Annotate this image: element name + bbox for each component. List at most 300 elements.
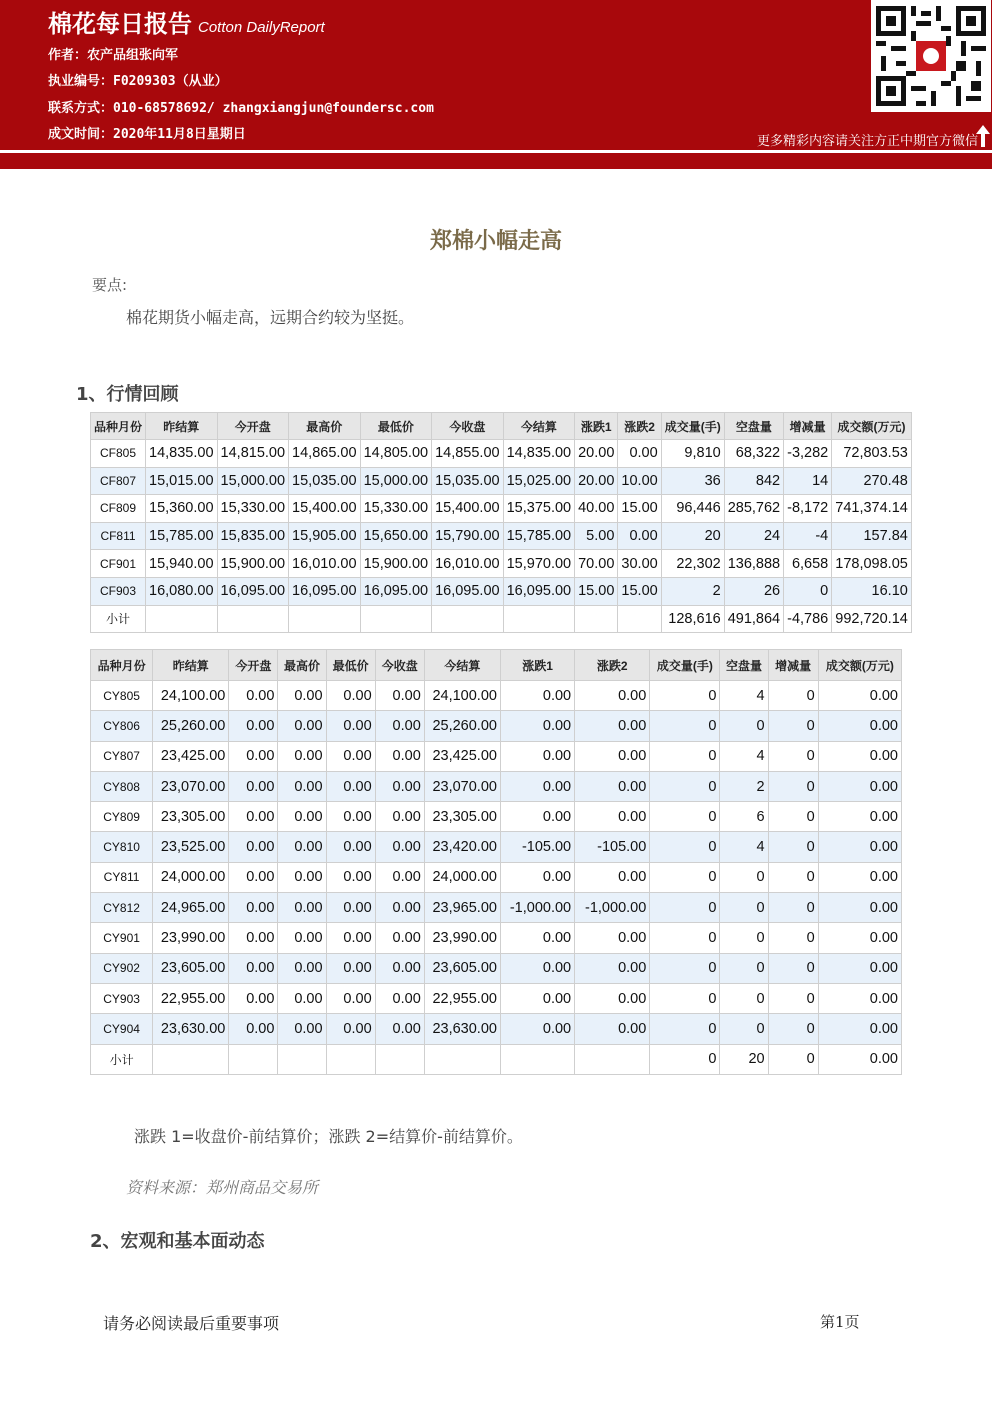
table-cell: 0.00 <box>500 923 574 953</box>
table-cell: 24 <box>724 522 783 550</box>
table-cell: 16,010.00 <box>432 550 504 578</box>
table-cell: 16,095.00 <box>432 577 504 605</box>
cotton-futures-table <box>90 412 912 633</box>
table-cell: -105.00 <box>500 832 574 862</box>
column-header: 昨结算 <box>146 413 218 440</box>
table-cell: 0.00 <box>278 802 326 832</box>
contract-code-cell: CY901 <box>91 923 153 953</box>
table-cell: 25,260.00 <box>153 711 229 741</box>
table-row <box>91 605 912 633</box>
column-header: 品种月份 <box>91 650 153 681</box>
table-cell: 5.00 <box>575 522 618 550</box>
table-cell: 23,630.00 <box>153 1014 229 1044</box>
column-header: 涨跌2 <box>618 413 661 440</box>
document-title: 郑棉小幅走高 <box>429 229 562 254</box>
contact-line: 联系方式：010-68578692/ zhangxiangjun@foundersc.com <box>48 101 434 116</box>
table-cell: 15,790.00 <box>432 522 504 550</box>
table-cell: 0.00 <box>818 953 901 983</box>
table-cell: 15,400.00 <box>432 495 504 523</box>
table-cell: 0.00 <box>575 681 650 711</box>
table-cell: 24,100.00 <box>424 681 500 711</box>
table-cell: 22,302 <box>661 550 724 578</box>
contract-code-cell: 小计 <box>91 605 146 633</box>
table-cell: 96,446 <box>661 495 724 523</box>
table-cell: 0.00 <box>375 681 424 711</box>
table-cell: 0.00 <box>229 893 278 923</box>
table-row <box>91 681 902 711</box>
table-cell: 15,035.00 <box>432 467 504 495</box>
table-cell: 15,650.00 <box>360 522 432 550</box>
table-cell: 16,010.00 <box>289 550 361 578</box>
table-cell: 0 <box>768 953 818 983</box>
table-cell: 0.00 <box>500 741 574 771</box>
table-cell: 0.00 <box>229 953 278 983</box>
page-number: 第1页 <box>820 1313 860 1331</box>
table-cell: 0.00 <box>500 983 574 1013</box>
table-cell: 0.00 <box>375 983 424 1013</box>
footer-disclaimer: 请务必阅读最后重要事项 <box>103 1314 280 1333</box>
table-cell: 15,000.00 <box>217 467 289 495</box>
column-header: 增减量 <box>768 650 818 681</box>
table-cell: 16,080.00 <box>146 577 218 605</box>
table-cell: 0.00 <box>375 832 424 862</box>
table-cell: 0.00 <box>500 1014 574 1044</box>
column-header: 最低价 <box>360 413 432 440</box>
table-cell: 0.00 <box>326 983 375 1013</box>
table-cell: 24,000.00 <box>153 862 229 892</box>
table-cell <box>146 605 218 633</box>
table-cell: 178,098.05 <box>832 550 912 578</box>
table-cell: 842 <box>724 467 783 495</box>
table-cell: 0.00 <box>818 1014 901 1044</box>
table-cell: 23,605.00 <box>424 953 500 983</box>
table-cell: 25,260.00 <box>424 711 500 741</box>
table-cell: 0.00 <box>375 953 424 983</box>
table-row <box>91 522 912 550</box>
table-cell: 0 <box>650 953 720 983</box>
table-cell: 23,070.00 <box>153 771 229 801</box>
table-cell: 0 <box>720 893 768 923</box>
contract-code-cell: CF805 <box>91 440 146 468</box>
table-cell: -4 <box>784 522 832 550</box>
table-cell: 36 <box>661 467 724 495</box>
table-cell: 23,305.00 <box>424 802 500 832</box>
contract-code-cell: CY807 <box>91 741 153 771</box>
up-arrow-icon <box>975 124 991 148</box>
table-row <box>91 440 912 468</box>
table-row <box>91 983 902 1013</box>
table-cell: 15,035.00 <box>289 467 361 495</box>
table-row <box>91 771 902 801</box>
section-heading-market-review: 1、行情回顾 <box>76 384 179 405</box>
table-cell: 0 <box>768 893 818 923</box>
table-cell: 0.00 <box>500 681 574 711</box>
column-header: 今结算 <box>424 650 500 681</box>
table-cell: 10.00 <box>618 467 661 495</box>
table-cell: 70.00 <box>575 550 618 578</box>
table-cell: 992,720.14 <box>832 605 912 633</box>
table-cell: 15,905.00 <box>289 522 361 550</box>
report-title <box>48 4 325 39</box>
table-cell: 14,835.00 <box>146 440 218 468</box>
table-cell: 0 <box>768 802 818 832</box>
table-cell: 0.00 <box>278 923 326 953</box>
table-cell: 20.00 <box>575 467 618 495</box>
table-cell: 0 <box>768 711 818 741</box>
license-line: 执业编号：F0209303（从业） <box>48 74 228 89</box>
table-row <box>91 550 912 578</box>
table-row <box>91 467 912 495</box>
contract-code-cell: CY902 <box>91 953 153 983</box>
table-cell: 14 <box>784 467 832 495</box>
table-cell: 0.00 <box>326 893 375 923</box>
table-cell <box>432 605 504 633</box>
table-cell: 23,425.00 <box>153 741 229 771</box>
table-cell: 15,025.00 <box>503 467 575 495</box>
table-row <box>91 577 912 605</box>
column-header: 成交额(万元) <box>832 413 912 440</box>
table-cell: 0.00 <box>278 953 326 983</box>
table-header-row <box>91 413 912 440</box>
table-cell: 0.00 <box>229 741 278 771</box>
table-cell: 0 <box>650 832 720 862</box>
qr-code-icon <box>871 0 991 112</box>
cotton-yarn-futures-table <box>90 649 902 1075</box>
table-cell: 0 <box>650 862 720 892</box>
table-cell: 491,864 <box>724 605 783 633</box>
table-cell: 0.00 <box>500 953 574 983</box>
table-cell: -1,000.00 <box>500 893 574 923</box>
table-row <box>91 741 902 771</box>
table-cell <box>575 1044 650 1074</box>
table-cell: 22,955.00 <box>153 983 229 1013</box>
table-cell: 741,374.14 <box>832 495 912 523</box>
table-cell: 0.00 <box>575 1014 650 1044</box>
table-cell: 0 <box>650 681 720 711</box>
contract-code-cell: CY806 <box>91 711 153 741</box>
contract-code-cell: CF811 <box>91 522 146 550</box>
table-cell: 0.00 <box>575 741 650 771</box>
table-cell: 40.00 <box>575 495 618 523</box>
table-cell: 0.00 <box>326 832 375 862</box>
table-cell: 0.00 <box>229 983 278 1013</box>
table-cell <box>503 605 575 633</box>
table-cell: -8,172 <box>784 495 832 523</box>
table-cell: 0.00 <box>278 893 326 923</box>
table-cell: 0.00 <box>375 923 424 953</box>
table-cell: 15.00 <box>618 577 661 605</box>
table-cell: 16,095.00 <box>217 577 289 605</box>
table-row <box>91 832 902 862</box>
table-cell: -105.00 <box>575 832 650 862</box>
table-cell: 16,095.00 <box>360 577 432 605</box>
column-header: 最高价 <box>289 413 361 440</box>
author-line: 作者：农产品组张向军 <box>48 48 179 63</box>
table-cell: 0.00 <box>278 771 326 801</box>
table-cell: 0.00 <box>575 771 650 801</box>
table-cell: 14,835.00 <box>503 440 575 468</box>
table-cell: 16,095.00 <box>289 577 361 605</box>
table-cell: 23,990.00 <box>424 923 500 953</box>
table-cell: 9,810 <box>661 440 724 468</box>
table-cell: 23,990.00 <box>153 923 229 953</box>
table-cell: 0.00 <box>375 711 424 741</box>
table-cell: 15,360.00 <box>146 495 218 523</box>
table-cell: 0 <box>768 862 818 892</box>
column-header: 空盘量 <box>724 413 783 440</box>
column-header: 涨跌1 <box>575 413 618 440</box>
contract-code-cell: 小计 <box>91 1044 153 1074</box>
table-cell: 0.00 <box>326 802 375 832</box>
column-header: 今开盘 <box>217 413 289 440</box>
table-cell: 72,803.53 <box>832 440 912 468</box>
table-cell: 0.00 <box>818 983 901 1013</box>
table-cell: 0 <box>768 832 818 862</box>
table-row <box>91 953 902 983</box>
table-cell: 0.00 <box>229 862 278 892</box>
table-row <box>91 1044 902 1074</box>
table-cell: 23,305.00 <box>153 802 229 832</box>
table-cell: 0.00 <box>229 681 278 711</box>
table-cell: 0.00 <box>375 771 424 801</box>
table-cell: 0.00 <box>278 1014 326 1044</box>
contract-code-cell: CF809 <box>91 495 146 523</box>
table-cell: 0 <box>650 1044 720 1074</box>
table-row <box>91 923 902 953</box>
table-cell: 15.00 <box>618 495 661 523</box>
table-cell: 0.00 <box>278 681 326 711</box>
data-source: 资料来源：郑州商品交易所 <box>126 1178 319 1197</box>
table-header-row <box>91 650 902 681</box>
table-cell: 0.00 <box>375 741 424 771</box>
table-cell: 15,970.00 <box>503 550 575 578</box>
column-header: 成交量(手) <box>661 413 724 440</box>
table-cell: 15,330.00 <box>217 495 289 523</box>
table-cell: 0.00 <box>326 681 375 711</box>
table-cell: 270.48 <box>832 467 912 495</box>
table-cell: 0 <box>720 711 768 741</box>
column-header: 最高价 <box>278 650 326 681</box>
column-header: 昨结算 <box>153 650 229 681</box>
table-cell: 0.00 <box>229 711 278 741</box>
table-cell: 24,100.00 <box>153 681 229 711</box>
table-cell: 0.00 <box>818 771 901 801</box>
column-header: 涨跌1 <box>500 650 574 681</box>
table-cell <box>500 1044 574 1074</box>
table-cell: 0.00 <box>229 771 278 801</box>
table-cell: 0.00 <box>278 741 326 771</box>
table-cell: 285,762 <box>724 495 783 523</box>
table-cell: 22,955.00 <box>424 983 500 1013</box>
table-cell: 0.00 <box>818 862 901 892</box>
table-cell: 15,900.00 <box>360 550 432 578</box>
table-cell: 68,322 <box>724 440 783 468</box>
table-cell: 0 <box>650 1014 720 1044</box>
column-header: 空盘量 <box>720 650 768 681</box>
column-header: 今收盘 <box>432 413 504 440</box>
column-header: 品种月份 <box>91 413 146 440</box>
table-cell: 15,400.00 <box>289 495 361 523</box>
table-cell: 0.00 <box>818 741 901 771</box>
contract-code-cell: CY903 <box>91 983 153 1013</box>
table-cell: 16,095.00 <box>503 577 575 605</box>
table-cell: 0 <box>650 893 720 923</box>
keypoints-label: 要点: <box>92 276 128 294</box>
table-cell: 0.00 <box>818 832 901 862</box>
table-cell: 20 <box>661 522 724 550</box>
table-cell: 0.00 <box>500 802 574 832</box>
table-cell: 15,785.00 <box>146 522 218 550</box>
table-cell: 0 <box>768 771 818 801</box>
table-cell: 14,805.00 <box>360 440 432 468</box>
table-cell: 0 <box>768 1044 818 1074</box>
table-cell: 15,330.00 <box>360 495 432 523</box>
table-cell: -4,786 <box>784 605 832 633</box>
table-cell: 20.00 <box>575 440 618 468</box>
table-cell: 23,070.00 <box>424 771 500 801</box>
table-cell: 0 <box>768 1014 818 1044</box>
table-cell: 0.00 <box>500 771 574 801</box>
table-cell: 4 <box>720 741 768 771</box>
table-cell: 23,630.00 <box>424 1014 500 1044</box>
table-row <box>91 802 902 832</box>
table-row <box>91 711 902 741</box>
wechat-slogan: 更多精彩内容请关注方正中期官方微信 <box>756 134 978 149</box>
table-cell: 15,900.00 <box>217 550 289 578</box>
column-header: 增减量 <box>784 413 832 440</box>
contract-code-cell: CY904 <box>91 1014 153 1044</box>
table-cell <box>326 1044 375 1074</box>
table-cell: 0 <box>768 741 818 771</box>
table-cell: 0.00 <box>575 953 650 983</box>
table-cell: 0 <box>720 1014 768 1044</box>
column-header: 今结算 <box>503 413 575 440</box>
table-cell: 0.00 <box>618 440 661 468</box>
table-cell: 15,785.00 <box>503 522 575 550</box>
table-cell: 0 <box>784 577 832 605</box>
table-cell: 0 <box>720 923 768 953</box>
table-cell: 0.00 <box>575 923 650 953</box>
table-cell: 2 <box>720 771 768 801</box>
table-cell: 0.00 <box>278 983 326 1013</box>
table-cell: 0 <box>650 711 720 741</box>
table-cell: 0.00 <box>575 983 650 1013</box>
table-cell: 0 <box>650 923 720 953</box>
table-cell: 24,965.00 <box>153 893 229 923</box>
contract-code-cell: CY809 <box>91 802 153 832</box>
table-cell: 2 <box>661 577 724 605</box>
table-cell: 15.00 <box>575 577 618 605</box>
table-cell: 23,965.00 <box>424 893 500 923</box>
table-row <box>91 1014 902 1044</box>
table-cell: 0 <box>720 862 768 892</box>
table-row <box>91 495 912 523</box>
table-cell: 6,658 <box>784 550 832 578</box>
table-cell: 23,525.00 <box>153 832 229 862</box>
table-cell: 15,015.00 <box>146 467 218 495</box>
table-cell: -1,000.00 <box>575 893 650 923</box>
date-line: 成文时间：2020年11月8日星期日 <box>48 127 246 142</box>
table-cell: 0.00 <box>326 953 375 983</box>
table-cell: 0 <box>768 983 818 1013</box>
keypoints-text: 棉花期货小幅走高，远期合约较为坚挺。 <box>126 308 415 327</box>
table-cell: 6 <box>720 802 768 832</box>
table-cell: 0 <box>768 923 818 953</box>
table-cell: 15,940.00 <box>146 550 218 578</box>
table-cell: 4 <box>720 832 768 862</box>
table-cell: 0.00 <box>375 893 424 923</box>
table-cell <box>424 1044 500 1074</box>
table-cell: 14,855.00 <box>432 440 504 468</box>
table-cell: 0.00 <box>375 802 424 832</box>
column-header: 成交额(万元) <box>818 650 901 681</box>
table-cell: 0.00 <box>326 923 375 953</box>
column-header: 今收盘 <box>375 650 424 681</box>
contract-code-cell: CF901 <box>91 550 146 578</box>
table-cell: 0.00 <box>575 802 650 832</box>
table-cell: 0.00 <box>229 832 278 862</box>
table-cell <box>278 1044 326 1074</box>
table-cell: 0.00 <box>326 711 375 741</box>
table-row <box>91 893 902 923</box>
section-heading-macro: 2、宏观和基本面动态 <box>90 1231 265 1252</box>
table-cell: 30.00 <box>618 550 661 578</box>
table-cell: 0.00 <box>375 1014 424 1044</box>
table-cell <box>153 1044 229 1074</box>
table-cell: 23,425.00 <box>424 741 500 771</box>
contract-code-cell: CF903 <box>91 577 146 605</box>
report-title-cn: 棉花每日报告 <box>48 10 192 38</box>
contract-code-cell: CY808 <box>91 771 153 801</box>
table-cell: 0.00 <box>500 711 574 741</box>
table-cell: 16.10 <box>832 577 912 605</box>
change-definition-note: 涨跌 1=收盘价-前结算价；涨跌 2=结算价-前结算价。 <box>134 1127 523 1146</box>
table-cell: 0.00 <box>278 832 326 862</box>
column-header: 涨跌2 <box>575 650 650 681</box>
table-cell: 0.00 <box>818 923 901 953</box>
table-cell: 0.00 <box>229 802 278 832</box>
table-cell: 157.84 <box>832 522 912 550</box>
table-cell: 0 <box>650 741 720 771</box>
table-cell: 0.00 <box>229 923 278 953</box>
table-cell: 0 <box>650 771 720 801</box>
table-cell: 0 <box>650 983 720 1013</box>
table-cell: 23,605.00 <box>153 953 229 983</box>
table-cell: 0.00 <box>326 771 375 801</box>
table-cell: 0.00 <box>818 711 901 741</box>
table-cell: -3,282 <box>784 440 832 468</box>
table-cell: 0.00 <box>326 1014 375 1044</box>
table-cell: 14,865.00 <box>289 440 361 468</box>
table-cell: 0 <box>720 983 768 1013</box>
table-cell: 0.00 <box>229 1014 278 1044</box>
table-cell: 0.00 <box>818 681 901 711</box>
table-cell <box>360 605 432 633</box>
table-cell: 0.00 <box>375 862 424 892</box>
table-cell: 0.00 <box>500 862 574 892</box>
table-cell: 0.00 <box>326 862 375 892</box>
table-cell: 0.00 <box>575 862 650 892</box>
table-cell: 0.00 <box>618 522 661 550</box>
table-cell: 0.00 <box>278 862 326 892</box>
table-cell: 128,616 <box>661 605 724 633</box>
table-cell: 24,000.00 <box>424 862 500 892</box>
column-header: 成交量(手) <box>650 650 720 681</box>
table-cell: 15,835.00 <box>217 522 289 550</box>
table-cell: 0 <box>768 681 818 711</box>
header-strip <box>0 150 992 169</box>
table-cell: 23,420.00 <box>424 832 500 862</box>
